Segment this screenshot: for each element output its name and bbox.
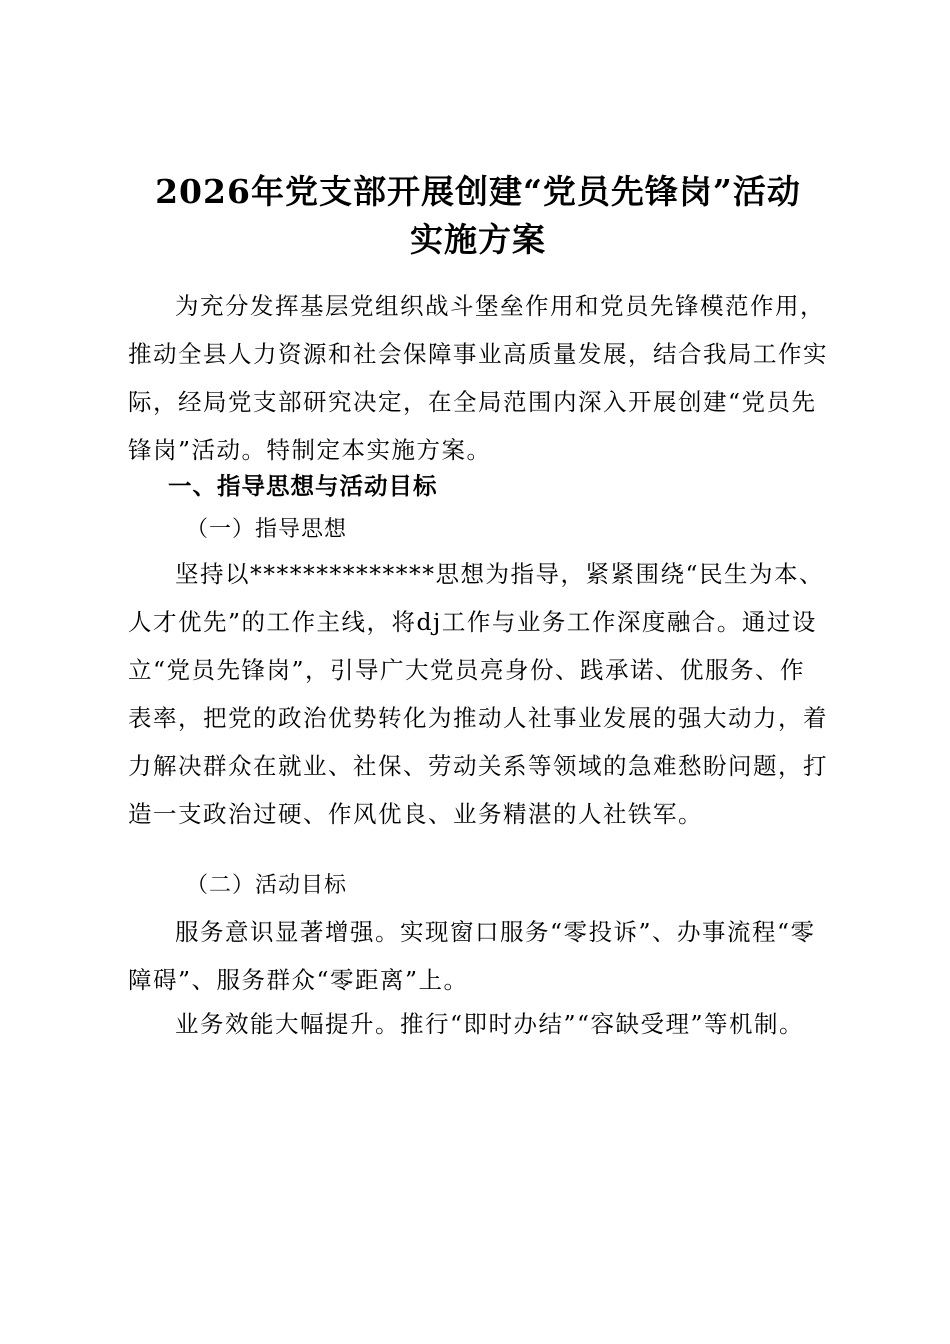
intro-paragraph: 为充分发挥基层党组织战斗堡垒作用和党员先锋模范作用，推动全县人力资源和社会保障事业高质量发展，结合我局工作实际，经局党支部研究决定，在全局范围内深入开展创建“党员先锋岗”活动。特制定本实施方案。 xyxy=(128,292,828,464)
goal-paragraph-service-awareness: 服务意识显著增强。实现窗口服务“零投诉”、办事流程“零障碍”、服务群众“零距离”上。 xyxy=(128,918,816,994)
subsection-heading-guiding-thought: （一）指导思想 xyxy=(186,517,348,542)
subsection-heading-activity-goals: （二）活动目标 xyxy=(186,873,348,898)
document-title-line-2: 实施方案 xyxy=(410,220,546,259)
document-title-line-1: 2026年党支部开展创建“党员先锋岗”活动 xyxy=(155,172,801,211)
section-heading-guiding-thought-and-goals: 一、指导思想与活动目标 xyxy=(168,472,438,500)
guiding-thought-paragraph: 坚持以**************思想为指导，紧紧围绕“民生为本、人才优先”的工作主线，将dj工作与业务工作深度融合。通过设立“党员先锋岗”，引导广大党员亮身份、践承诺、优服务、作表率，把党的政治优势转化为推动人社事业发展的强大动力，着力解决群众在就业、社保、劳动关系等领域的急难愁盼问题，打造一支政治过硬、作风优良、业务精湛的人社铁军。 xyxy=(128,560,828,828)
goal-paragraph-business-efficiency: 业务效能大幅提升。推行“即时办结”“容缺受理”等机制。 xyxy=(175,1010,805,1038)
